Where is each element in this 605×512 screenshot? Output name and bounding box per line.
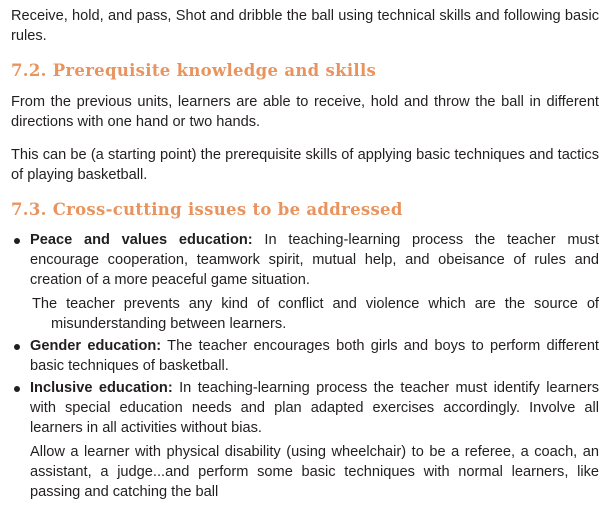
section-heading-7-3: 7.3. Cross-cutting issues to be addressed (11, 200, 403, 219)
peace-education-text: In teaching-learning process the teacher must encourage cooperation, teamwork spirit, mutual help, and obeisance of rules and creation of a more peaceful game situation. (30, 232, 599, 288)
gender-education-text: The teacher encourages both girls and boys to perform different basic techniques of basketball. (30, 338, 599, 374)
prerequisite-paragraph-2: This can be (a starting point) the prerequisite skills of applying basic techniques and tactics of playing basketball. (11, 147, 599, 183)
term-peace-education: Peace and values education: (30, 232, 253, 248)
list-item-gender-education (11, 336, 599, 376)
list-item-inclusive-education (11, 378, 599, 438)
section-heading-7-2: 7.2. Prerequisite knowledge and skills (11, 61, 377, 80)
bullet-icon (14, 344, 20, 350)
bullet-icon (14, 386, 20, 392)
intro-paragraph: Receive, hold, and pass, Shot and dribble the ball using technical skills and following basic rules. (11, 8, 599, 44)
peace-education-followup: The teacher prevents any kind of conflict and violence which are the source of misunderstanding between learners. (32, 296, 599, 332)
list-item-peace-education (11, 230, 599, 290)
document-page (11, 6, 599, 502)
cross-cutting-issues-list-continued (11, 336, 599, 438)
inclusive-education-followup: Allow a learner with physical disability (using wheelchair) to be a referee, a coach, an assistant, a judge...and perform some basic techniques with normal learners, like passing and catching the ball (30, 444, 599, 500)
cross-cutting-issues-list (11, 230, 599, 290)
term-gender-education: Gender education: (30, 338, 162, 354)
bullet-icon (14, 238, 20, 244)
term-inclusive-education: Inclusive education: (30, 380, 173, 396)
inclusive-education-text: In teaching-learning process the teacher must identify learners with special education needs and plan adapted exercises accordingly. Involve all learners in all activities without bias. (30, 380, 599, 436)
prerequisite-paragraph-1: From the previous units, learners are able to receive, hold and throw the ball in different directions with one hand or two hands. (11, 94, 599, 130)
